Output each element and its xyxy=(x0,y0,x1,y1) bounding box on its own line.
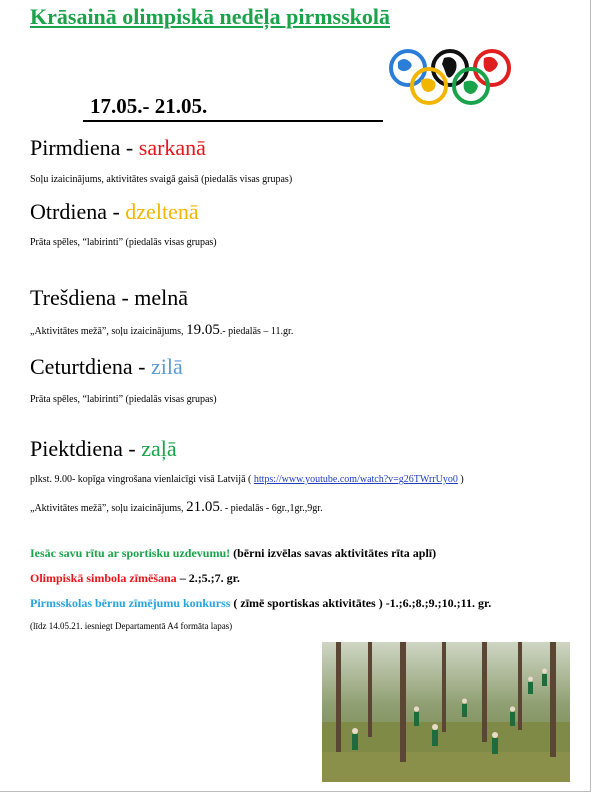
day-note xyxy=(30,499,323,516)
day-note: Prāta spēles, “labirinti” (piedalās visas grupas) xyxy=(30,237,217,248)
youtube-link[interactable]: https://www.youtube.com/watch?v=g26TWrrUyo0 xyxy=(253,474,458,485)
line-text: ( zīmē sportiskas aktivitātes ) -1.;6.;8.;9.;10.;11. gr. xyxy=(230,596,492,610)
line-text: – 2.;5.;7. gr. xyxy=(176,571,240,585)
day-color-word: zaļā xyxy=(141,436,177,461)
day-color-word: sarkanā xyxy=(138,135,206,160)
note-text: . - piedalās - 6gr.,1gr.,9gr. xyxy=(219,503,323,514)
day-thursday xyxy=(30,354,183,380)
day-note: Prāta spēles, “labirinti” (piedalās visas grupas) xyxy=(30,394,217,405)
day-label: Piektdiena - xyxy=(30,436,142,461)
day-label: Pirmdiena - xyxy=(30,135,139,160)
date-underline xyxy=(83,120,383,122)
note-text: „Aktivitātes mežā”, soļu izaicinājums, xyxy=(30,326,187,337)
america-shape xyxy=(484,57,498,72)
day-wednesday xyxy=(30,285,188,311)
page-title: Krāsainā olimpiskā nedēļa pirmsskolā xyxy=(30,4,391,29)
forest-exercise-photo xyxy=(322,642,570,782)
day-note: Soļu izaicinājums, aktivitātes svaigā gaisā (piedalās visas grupas) xyxy=(30,174,293,185)
day-note xyxy=(30,322,293,339)
note-date: 21.05 xyxy=(186,499,220,515)
europe-shape xyxy=(398,59,412,71)
day-color-word: dzeltenā xyxy=(125,199,199,224)
australia-shape xyxy=(464,81,478,94)
note-text: ) xyxy=(457,474,464,485)
day-color-word: zilā xyxy=(150,354,183,379)
olympic-symbol-line xyxy=(30,571,240,586)
note-text: .- piedalās – 11.gr. xyxy=(219,326,294,337)
note-text: „Aktivitātes mežā”, soļu izaicinājums, xyxy=(30,503,187,514)
line-text: (bērni izvēlas savas aktivitātes rīta aplī) xyxy=(230,546,437,560)
day-friday xyxy=(30,436,177,462)
day-label: Trešdiena - melnā xyxy=(30,285,189,310)
olympic-rings-icon xyxy=(388,48,514,108)
highlight-text: Olimpiskā simbola zīmēšana xyxy=(30,571,177,585)
morning-activity-line xyxy=(30,546,436,561)
day-note xyxy=(30,474,464,485)
highlight-text: Iesāc savu rītu ar sportisku uzdevumu! xyxy=(30,546,231,560)
highlight-text: Pirmsskolas bērnu zīmējumu konkurss xyxy=(30,596,231,610)
day-label: Ceturtdiena - xyxy=(30,354,151,379)
drawing-contest-line xyxy=(30,596,491,611)
asia-shape xyxy=(421,78,435,92)
deadline-note: (līdz 14.05.21. iesniegt Departamentā A4 formāta lapas) xyxy=(30,621,233,631)
date-range: 17.05.- 21.05. xyxy=(90,94,208,118)
day-label: Otrdiena - xyxy=(30,199,126,224)
day-tuesday xyxy=(30,199,199,225)
note-text: plkst. 9.00- kopīga vingrošana vienlaicīgi visā Latvijā ( xyxy=(30,474,254,485)
africa-shape xyxy=(442,57,457,78)
note-date: 19.05 xyxy=(186,322,220,338)
day-monday xyxy=(30,135,206,161)
